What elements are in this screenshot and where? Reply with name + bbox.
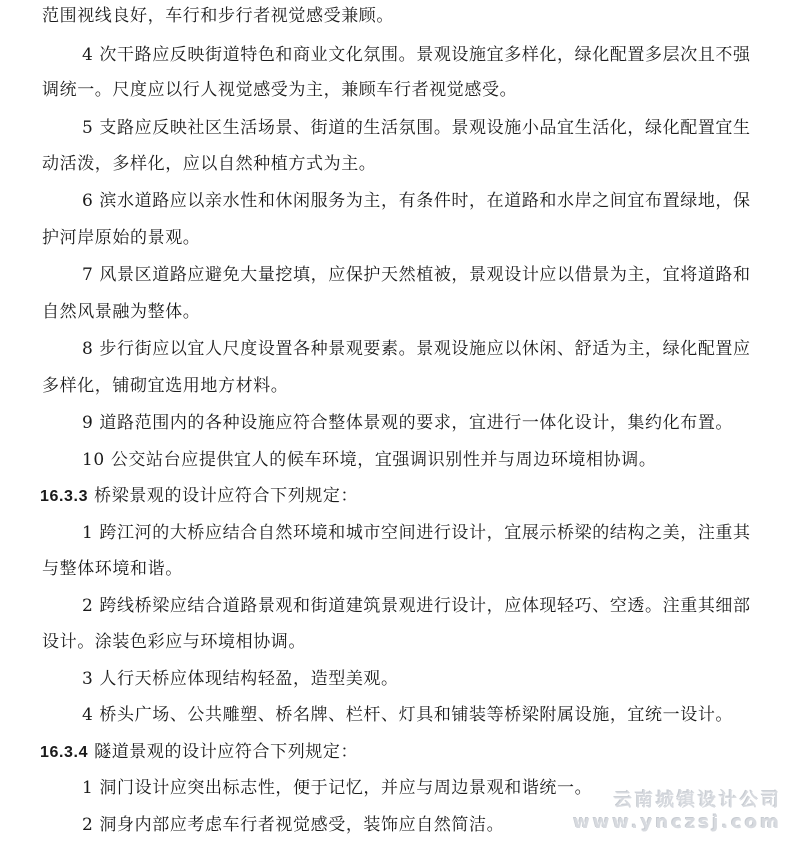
watermark-url: www.ynczsj.com — [573, 812, 782, 833]
section-16-3-4-heading — [40, 742, 358, 763]
section-number: 16.3.4 — [40, 744, 89, 761]
item-8-line-1: 8 步行街应以宜人尺度设置各种景观要素。景观设施应以休闲、舒适为主，绿化配置应 — [82, 339, 751, 359]
item-6-line-2: 护河岸原始的景观。 — [42, 228, 201, 248]
bridge-item-4-line-1: 4 桥头广场、公共雕塑、桥名牌、栏杆、灯具和铺装等桥梁附属设施，宜统一设计。 — [82, 705, 734, 725]
section-number: 16.3.3 — [40, 488, 89, 505]
item-5-line-1: 5 支路应反映社区生活场景、街道的生活氛围。景观设施小品宜生活化，绿化配置宜生 — [82, 118, 751, 138]
tunnel-item-1-line-1: 1 洞门设计应突出标志性，便于记忆，并应与周边景观和谐统一。 — [82, 778, 593, 798]
tunnel-item-2-line-1: 2 洞身内部应考虑车行者视觉感受，装饰应自然简洁。 — [82, 815, 505, 835]
item-9-line-1: 9 道路范围内的各种设施应符合整体景观的要求，宜进行一体化设计，集约化布置。 — [82, 413, 734, 433]
watermark-company-name: 云南城镇设计公司 — [614, 790, 782, 811]
item-5-line-2: 动活泼，多样化，应以自然种植方式为主。 — [42, 154, 377, 174]
bridge-item-1-line-2: 与整体环境和谐。 — [42, 559, 183, 579]
section-16-3-3-heading — [40, 486, 358, 507]
section-title: 隧道景观的设计应符合下列规定： — [94, 742, 359, 762]
section-title: 桥梁景观的设计应符合下列规定： — [94, 486, 359, 506]
item-7-line-1: 7 风景区道路应避免大量挖填，应保护天然植被，景观设计应以借景为主，宜将道路和 — [82, 265, 751, 285]
watermark — [573, 790, 782, 834]
item-4-line-2: 调统一。尺度应以行人视觉感受为主，兼顾车行者视觉感受。 — [42, 80, 518, 100]
item-10-line-1: 10 公交站台应提供宜人的候车环境，宜强调识别性并与周边环境相协调。 — [82, 450, 657, 470]
item-6-line-1: 6 滨水道路应以亲水性和休闲服务为主，有条件时，在道路和水岸之间宜布置绿地，保 — [82, 191, 751, 211]
bridge-item-2-line-1: 2 跨线桥梁应结合道路景观和街道建筑景观进行设计，应体现轻巧、空透。注重其细部 — [82, 596, 751, 616]
bridge-item-1-line-1: 1 跨江河的大桥应结合自然环境和城市空间进行设计，宜展示桥梁的结构之美，注重其 — [82, 523, 751, 543]
item-8-line-2: 多样化，铺砌宜选用地方材料。 — [42, 376, 289, 396]
item-4-line-1: 4 次干路应反映街道特色和商业文化氛围。景观设施宜多样化，绿化配置多层次且不强 — [82, 45, 751, 65]
bridge-item-3-line-1: 3 人行天桥应体现结构轻盈，造型美观。 — [82, 669, 399, 689]
text-line: 范围视线良好，车行和步行者视觉感受兼顾。 — [42, 6, 394, 26]
bridge-item-2-line-2: 设计。涂装色彩应与环境相协调。 — [42, 632, 306, 652]
item-7-line-2: 自然风景融为整体。 — [42, 302, 201, 322]
